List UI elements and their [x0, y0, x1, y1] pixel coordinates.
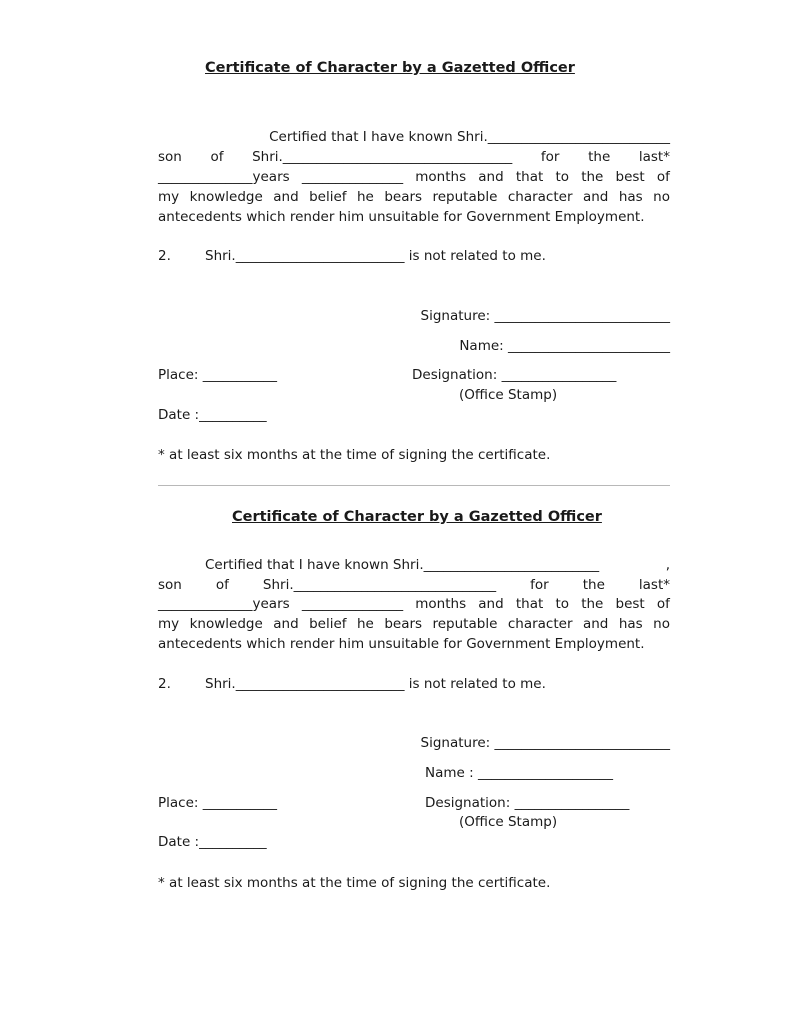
word: and: [273, 616, 299, 632]
word: character: [507, 189, 573, 205]
word: _______________: [301, 596, 404, 612]
date-field: Date :__________: [158, 834, 267, 850]
word: belief: [309, 189, 347, 205]
name-field: Name: ________________________: [459, 338, 670, 354]
word: knowledge: [189, 189, 263, 205]
word: and: [273, 189, 299, 205]
date-field: Date :__________: [158, 407, 267, 423]
word: son: [158, 577, 182, 593]
word: the: [588, 149, 611, 165]
place-field: Place: ___________: [158, 795, 277, 811]
word: and: [582, 616, 609, 632]
word: has: [618, 189, 643, 205]
paragraph-line-4: [158, 188, 670, 206]
footnote: * at least six months at the time of signing the certificate.: [158, 875, 551, 891]
paragraph-line-5: antecedents which render him unsuitable for Government Employment.: [158, 209, 645, 225]
word: my: [158, 616, 180, 632]
word: that: [515, 596, 544, 612]
word: best: [615, 169, 645, 185]
item-number: 2.: [158, 248, 171, 264]
paragraph-line-4: [158, 615, 670, 633]
word: to: [555, 596, 570, 612]
paragraph-line-2: [158, 148, 670, 166]
paragraph-line-3: [158, 168, 670, 186]
word: son: [158, 149, 182, 165]
paragraph-line-2: [158, 576, 670, 594]
word: for: [540, 149, 560, 165]
item-2-text: Shri._________________________ is not related to me.: [205, 248, 546, 264]
word: of: [656, 596, 670, 612]
office-stamp-label: (Office Stamp): [459, 814, 558, 830]
signature-field: Signature: __________________________: [420, 735, 670, 751]
word: that: [515, 169, 544, 185]
word: Certified that I have known Shri.__________________________: [205, 557, 600, 573]
name-field: Name : ____________________: [425, 765, 613, 781]
place-field: Place: ___________: [158, 367, 277, 383]
certificate-title: Certificate of Character by a Gazetted Officer: [205, 60, 575, 76]
word: ______________years: [158, 169, 290, 185]
word: and: [478, 169, 504, 185]
paragraph-line-1: [205, 556, 670, 574]
word: of: [656, 169, 670, 185]
word: belief: [309, 616, 347, 632]
footnote: * at least six months at the time of signing the certificate.: [158, 447, 551, 463]
word: knowledge: [189, 616, 263, 632]
designation-field: Designation: _________________: [425, 795, 630, 811]
word: ,: [665, 557, 670, 573]
word: months: [415, 169, 467, 185]
item-number: 2.: [158, 676, 171, 692]
word: the: [581, 169, 604, 185]
word: reputable: [432, 616, 498, 632]
word: ______________years: [158, 596, 290, 612]
word: character: [507, 616, 573, 632]
word: and: [582, 189, 609, 205]
word: last*: [638, 149, 670, 165]
office-stamp-label: (Office Stamp): [459, 387, 558, 403]
word: no: [653, 616, 670, 632]
word: to: [555, 169, 570, 185]
paragraph-line-5: antecedents which render him unsuitable for Government Employment.: [158, 636, 645, 652]
word: months: [415, 596, 467, 612]
word: bears: [384, 616, 423, 632]
word: for: [530, 577, 549, 593]
word: last*: [638, 577, 670, 593]
word: my: [158, 189, 180, 205]
word: Shri.______________________________: [262, 577, 497, 593]
item-2-text: Shri._________________________ is not related to me.: [205, 676, 546, 692]
word: has: [618, 616, 643, 632]
word: he: [356, 189, 374, 205]
paragraph-line-3: [158, 595, 670, 613]
designation-field: Designation: _________________: [412, 367, 617, 383]
word: bears: [384, 189, 423, 205]
word: of: [210, 149, 224, 165]
signature-field: Signature: __________________________: [420, 308, 670, 324]
word: of: [215, 577, 229, 593]
word: _______________: [301, 169, 404, 185]
section-divider: [158, 485, 670, 486]
paragraph-line-1: Certified that I have known Shri.___________________________: [269, 129, 670, 145]
word: the: [582, 577, 605, 593]
word: reputable: [432, 189, 498, 205]
word: no: [653, 189, 670, 205]
word: and: [478, 596, 504, 612]
certificate-title: Certificate of Character by a Gazetted Officer: [232, 509, 602, 525]
word: Shri.__________________________________: [252, 149, 513, 165]
word: best: [615, 596, 645, 612]
word: the: [581, 596, 604, 612]
word: he: [356, 616, 374, 632]
